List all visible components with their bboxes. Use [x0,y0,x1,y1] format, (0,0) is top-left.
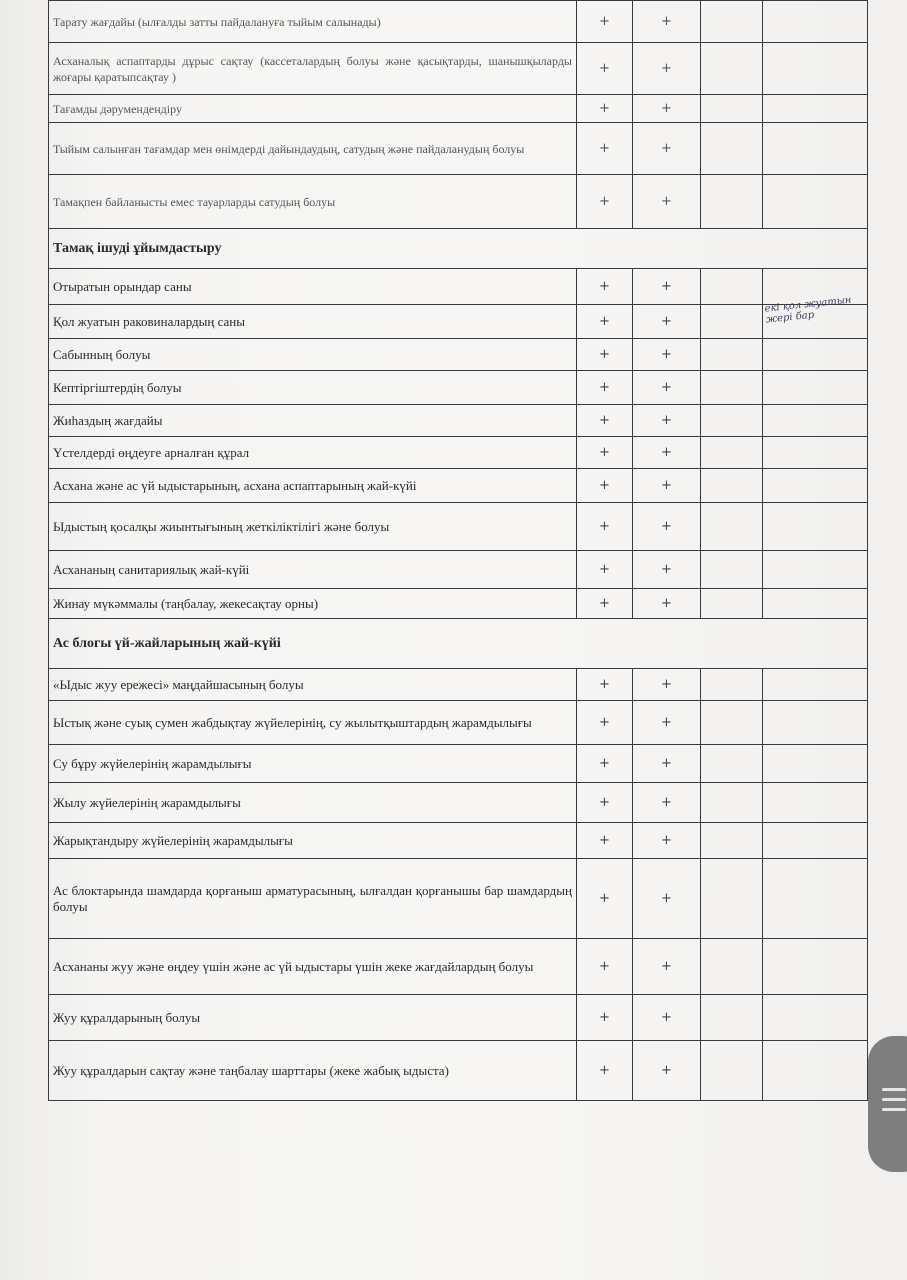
criterion-text: Су бұру жүйелерінің жарамдылығы [49,745,577,783]
note-cell [763,701,868,745]
empty-cell [701,995,763,1041]
empty-cell [701,859,763,939]
handwritten-mark-2: + [633,859,701,939]
handwritten-mark-2: + [633,123,701,175]
note-cell [763,939,868,995]
criterion-text: Жарықтандыру жүйелерінің жарамдылығы [49,823,577,859]
handwritten-mark-1: + [577,1041,633,1101]
empty-cell [701,339,763,371]
empty-cell [701,371,763,405]
handwritten-mark-2: + [633,701,701,745]
note-cell [763,859,868,939]
table-row [49,437,868,469]
handwritten-mark-2: + [633,95,701,123]
empty-cell [701,405,763,437]
criterion-text: Асхана және ас үй ыдыстарының, асхана аспаптарының жай-күйі [49,469,577,503]
empty-cell [701,589,763,619]
handwritten-mark-1: + [577,589,633,619]
handwritten-note: екі қол жуатын жері бар [764,294,853,326]
handwritten-mark-1: + [577,371,633,405]
handwritten-mark-2: + [633,339,701,371]
empty-cell [701,551,763,589]
note-cell [763,123,868,175]
empty-cell [701,269,763,305]
handwritten-mark-2: + [633,437,701,469]
criterion-text: Ыстық және суық сумен жабдықтау жүйелерінің, су жылытқыштардың жарамдылығы [49,701,577,745]
empty-cell [701,1,763,43]
handwritten-mark-1: + [577,405,633,437]
handwritten-mark-1: + [577,783,633,823]
criterion-text: Үстелдерді өңдеуге арналған құрал [49,437,577,469]
criterion-text: Отыратын орындар саны [49,269,577,305]
note-cell [763,1,868,43]
table-row [49,859,868,939]
note-cell [763,371,868,405]
criterion-text: Тарату жағдайы (ылғалды затты пайдалануға тыйым салынады) [49,1,577,43]
empty-cell [701,1041,763,1101]
handwritten-mark-1: + [577,339,633,371]
note-cell [763,1041,868,1101]
handwritten-mark-1: + [577,305,633,339]
note-cell [763,503,868,551]
note-cell [763,589,868,619]
note-cell [763,669,868,701]
criterion-text: Жиһаздың жағдайы [49,405,577,437]
section-title: Тамақ ішуді ұйымдастыру [49,229,868,269]
handwritten-mark-1: + [577,669,633,701]
table-row [49,405,868,437]
empty-cell [701,939,763,995]
criterion-text: Кептіргіштердің болуы [49,371,577,405]
table-row [49,269,868,305]
handwritten-mark-2: + [633,1041,701,1101]
table-row [49,339,868,371]
table-row [49,701,868,745]
note-cell [763,995,868,1041]
handwritten-mark-1: + [577,269,633,305]
handwritten-mark-2: + [633,469,701,503]
handwritten-mark-2: + [633,939,701,995]
handwritten-mark-1: + [577,469,633,503]
table-row [49,551,868,589]
criterion-text: Жуу құралдарының болуы [49,995,577,1041]
table-row [49,469,868,503]
handwritten-mark-2: + [633,405,701,437]
handwritten-mark-1: + [577,95,633,123]
handwritten-mark-1: + [577,745,633,783]
handwritten-mark-2: + [633,175,701,229]
handwritten-mark-2: + [633,371,701,405]
empty-cell [701,95,763,123]
handwritten-mark-1: + [577,43,633,95]
criterion-text: Тамақпен байланысты емес тауарларды сатудың болуы [49,175,577,229]
handwritten-mark-2: + [633,669,701,701]
handwritten-mark-2: + [633,551,701,589]
criterion-text: Асхананы жуу және өңдеу үшін және ас үй ыдыстары үшін жеке жағдайлардың болуы [49,939,577,995]
handwritten-mark-1: + [577,437,633,469]
handwritten-mark-2: + [633,823,701,859]
table-row [49,823,868,859]
note-cell [763,823,868,859]
criterion-text: Асхананың санитариялық жай-күйі [49,551,577,589]
empty-cell [701,305,763,339]
table-row [49,305,868,339]
handwritten-mark-1: + [577,551,633,589]
handwritten-mark-1: + [577,123,633,175]
criterion-text: «Ыдыс жуу ережесі» маңдайшасының болуы [49,669,577,701]
table-row [49,1,868,43]
note-cell [763,437,868,469]
handwritten-mark-1: + [577,175,633,229]
note-cell [763,783,868,823]
table-row [49,95,868,123]
handwritten-mark-1: + [577,1,633,43]
empty-cell [701,503,763,551]
handwritten-mark-2: + [633,783,701,823]
note-cell [763,95,868,123]
criterion-text: Асханалық аспаптарды дұрыс сақтау (кассеталардың болуы және қасықтарды, шанышқыларды жоғары қаратыпсақтау ) [49,43,577,95]
handwritten-mark-2: + [633,269,701,305]
handwritten-mark-2: + [633,745,701,783]
criterion-text: Тыйым салынған тағамдар мен өнімдерді дайындаудың, сатудың және пайдаланудың болуы [49,123,577,175]
criterion-text: Ас блоктарында шамдарда қорғаныш арматурасының, ылғалдан қорғанышы бар шамдардың болуы [49,859,577,939]
handwritten-mark-2: + [633,503,701,551]
table-row [49,669,868,701]
handwritten-mark-2: + [633,995,701,1041]
empty-cell [701,669,763,701]
handwritten-mark-2: + [633,305,701,339]
empty-cell [701,175,763,229]
criterion-text: Ыдыстың қосалқы жиынтығының жеткіліктілігі және болуы [49,503,577,551]
note-cell [763,43,868,95]
note-cell [763,469,868,503]
table-row [49,175,868,229]
table-row [49,745,868,783]
note-cell [763,551,868,589]
note-cell [763,175,868,229]
criterion-text: Жылу жүйелерінің жарамдылығы [49,783,577,823]
empty-cell [701,469,763,503]
handwritten-mark-1: + [577,503,633,551]
table-row [49,1041,868,1101]
handwritten-mark-1: + [577,995,633,1041]
empty-cell [701,437,763,469]
scroll-handle[interactable] [868,1036,907,1172]
empty-cell [701,123,763,175]
table-row [49,123,868,175]
inspection-checklist-table [48,0,868,1101]
empty-cell [701,783,763,823]
section-header-row [49,619,868,669]
handwritten-mark-2: + [633,43,701,95]
criterion-text: Қол жуатын раковиналардың саны [49,305,577,339]
empty-cell [701,745,763,783]
table-row [49,783,868,823]
table-row [49,939,868,995]
handwritten-mark-1: + [577,939,633,995]
criterion-text: Тағамды дәрумендендіру [49,95,577,123]
section-header-row [49,229,868,269]
empty-cell [701,701,763,745]
table-row [49,503,868,551]
criterion-text: Жуу құралдарын сақтау және таңбалау шарттары (жеке жабық ыдыста) [49,1041,577,1101]
empty-cell [701,43,763,95]
note-cell [763,405,868,437]
table-row [49,43,868,95]
table-row [49,589,868,619]
table-row [49,995,868,1041]
table-row [49,371,868,405]
handwritten-mark-2: + [633,589,701,619]
section-title: Ас блогы үй-жайларының жай-күйі [49,619,868,669]
empty-cell [701,823,763,859]
handwritten-mark-1: + [577,701,633,745]
criterion-text: Жинау мүкәммалы (таңбалау, жекесақтау орны) [49,589,577,619]
handwritten-mark-2: + [633,1,701,43]
note-cell [763,294,868,339]
note-cell [763,339,868,371]
handwritten-mark-1: + [577,859,633,939]
handwritten-mark-1: + [577,823,633,859]
note-cell [763,745,868,783]
checklist-body [49,1,868,1101]
criterion-text: Сабынның болуы [49,339,577,371]
